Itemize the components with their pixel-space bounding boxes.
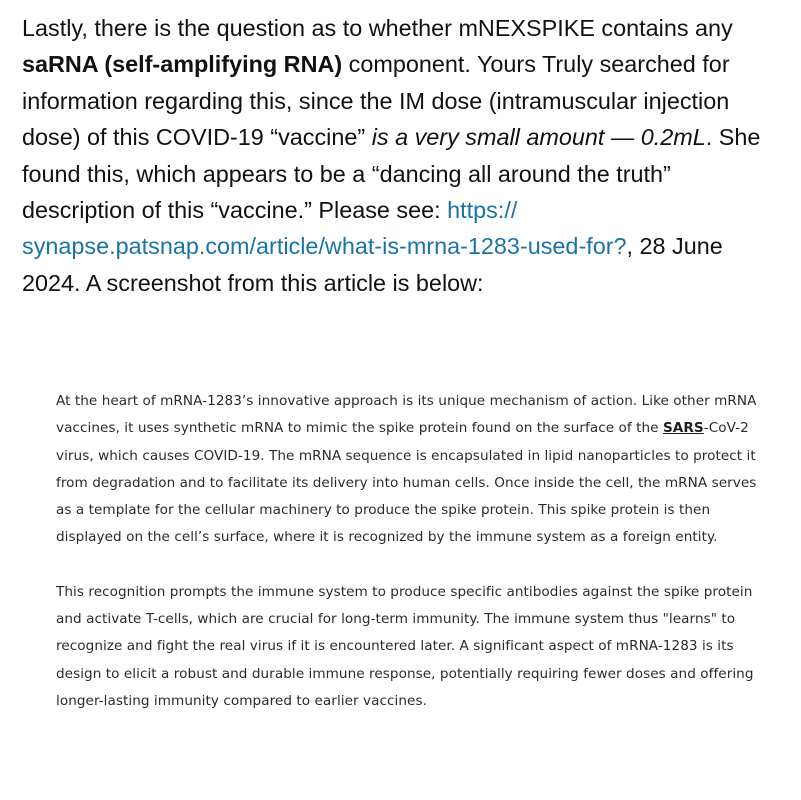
article-text: component. Yours Truly searched for information regarding this, since the IM dose (intramuscular injection dose) of this COVID-19 “vaccine” <box>22 51 730 151</box>
sars-link[interactable]: SARS <box>662 420 704 437</box>
screenshot-paragraph-1 <box>56 388 774 552</box>
article-link-part1[interactable]: https:// <box>447 197 518 224</box>
article-text: . She found this, which appears to be a “dancing all around the truth” description of this “vaccine.” Please see: <box>22 124 761 224</box>
article-text: , 28 June 2024. A screenshot from this article is below: <box>22 233 723 296</box>
screenshot-content <box>56 388 774 742</box>
sarna-bold-text: saRNA (self-amplifying RNA) <box>22 51 343 78</box>
screenshot-paragraph-2: This recognition prompts the immune system to produce specific antibodies against the spike protein and activate T-cells, which are crucial for long-term immunity. The immune system thus "learns" to recognize and fight the real virus if it is encountered later. A significant aspect of mRNA-1283 is its design to elicit a robust and durable immune response, potentially requiring fewer doses and offering longer-lasting immunity compared to earlier vaccines. <box>56 583 754 709</box>
screenshot-text: -CoV-2 virus, which causes COVID-19. The mRNA sequence is encapsulated in lipid nanoparticles to protect it from degradation and to facilitate its delivery into human cells. Once inside the cell, the mRNA serves as a template for the cellular machinery to produce the spike protein. This spike protein is then displayed on the cell’s surface, where it is recognized by the immune system as a foreign entity. <box>56 420 757 546</box>
article-link-part2[interactable]: synapse.patsnap.com/article/what-is-mrna-1283-used-for? <box>22 233 627 260</box>
article-text: Lastly, there is the question as to whether mNEXSPIKE contains any <box>22 15 733 41</box>
article-paragraph <box>22 10 782 301</box>
dose-italic-text: is a very small amount — 0.2mL <box>371 124 706 151</box>
article-body <box>22 10 782 301</box>
screenshot-text: At the heart of mRNA-1283’s innovative approach is its unique mechanism of action. Like other mRNA vaccines, it uses synthetic mRNA to mimic the spike protein found on the surface of the <box>56 393 757 437</box>
embedded-screenshot <box>22 366 782 791</box>
